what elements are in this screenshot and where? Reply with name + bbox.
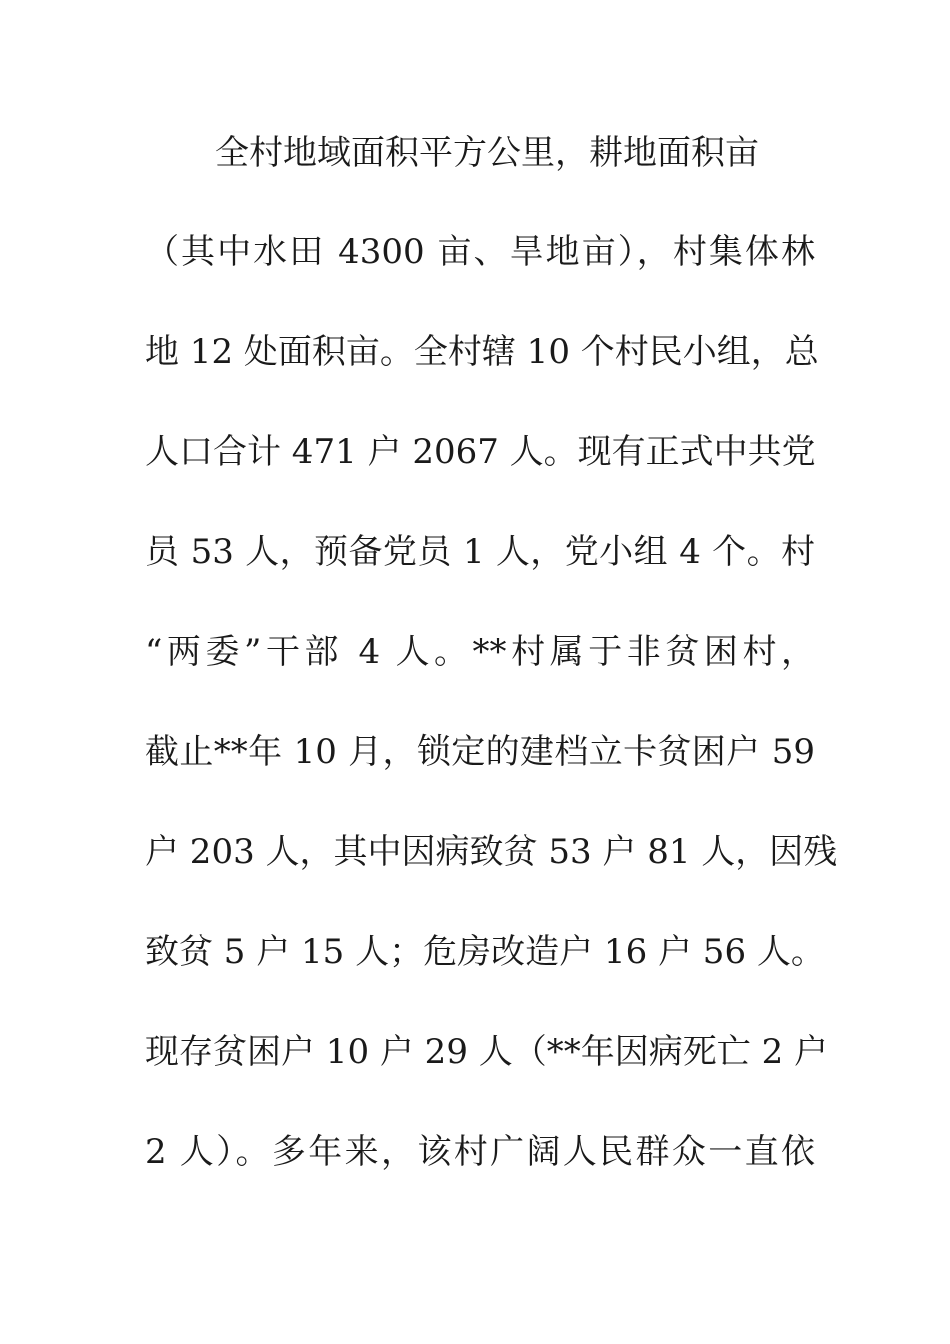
paragraph-line-5: 员 53 人，预备党员 1 人，党小组 4 个。村 [145,532,815,572]
paragraph-line-4: 人口合计 471 户 2067 人。现有正式中共党 [145,432,816,472]
paragraph-line-7: 截止**年 10 月，锁定的建档立卡贫困户 59 [145,732,815,772]
paragraph-line-3: 地 12 处面积亩。全村辖 10 个村民小组，总 [145,332,819,372]
paragraph-line-2: （其中水田 4300 亩、旱地亩），村集体林 [145,232,815,272]
paragraph-line-9: 致贫 5 户 15 人；危房改造户 16 户 56 人。 [145,932,825,972]
paragraph-line-8: 户 203 人，其中因病致贫 53 户 81 人，因残 [145,832,838,872]
paragraph-line-10: 现存贫困户 10 户 29 人（**年因病死亡 2 户 [145,1032,829,1072]
paragraph-line-1: 全村地域面积平方公里，耕地面积亩 [215,133,759,173]
paragraph-line-11: 2 人）。多年来，该村广阔人民群众一直依 [145,1132,815,1172]
paragraph-line-6: “两委”干部 4 人。**村属于非贫困村， [145,632,815,672]
